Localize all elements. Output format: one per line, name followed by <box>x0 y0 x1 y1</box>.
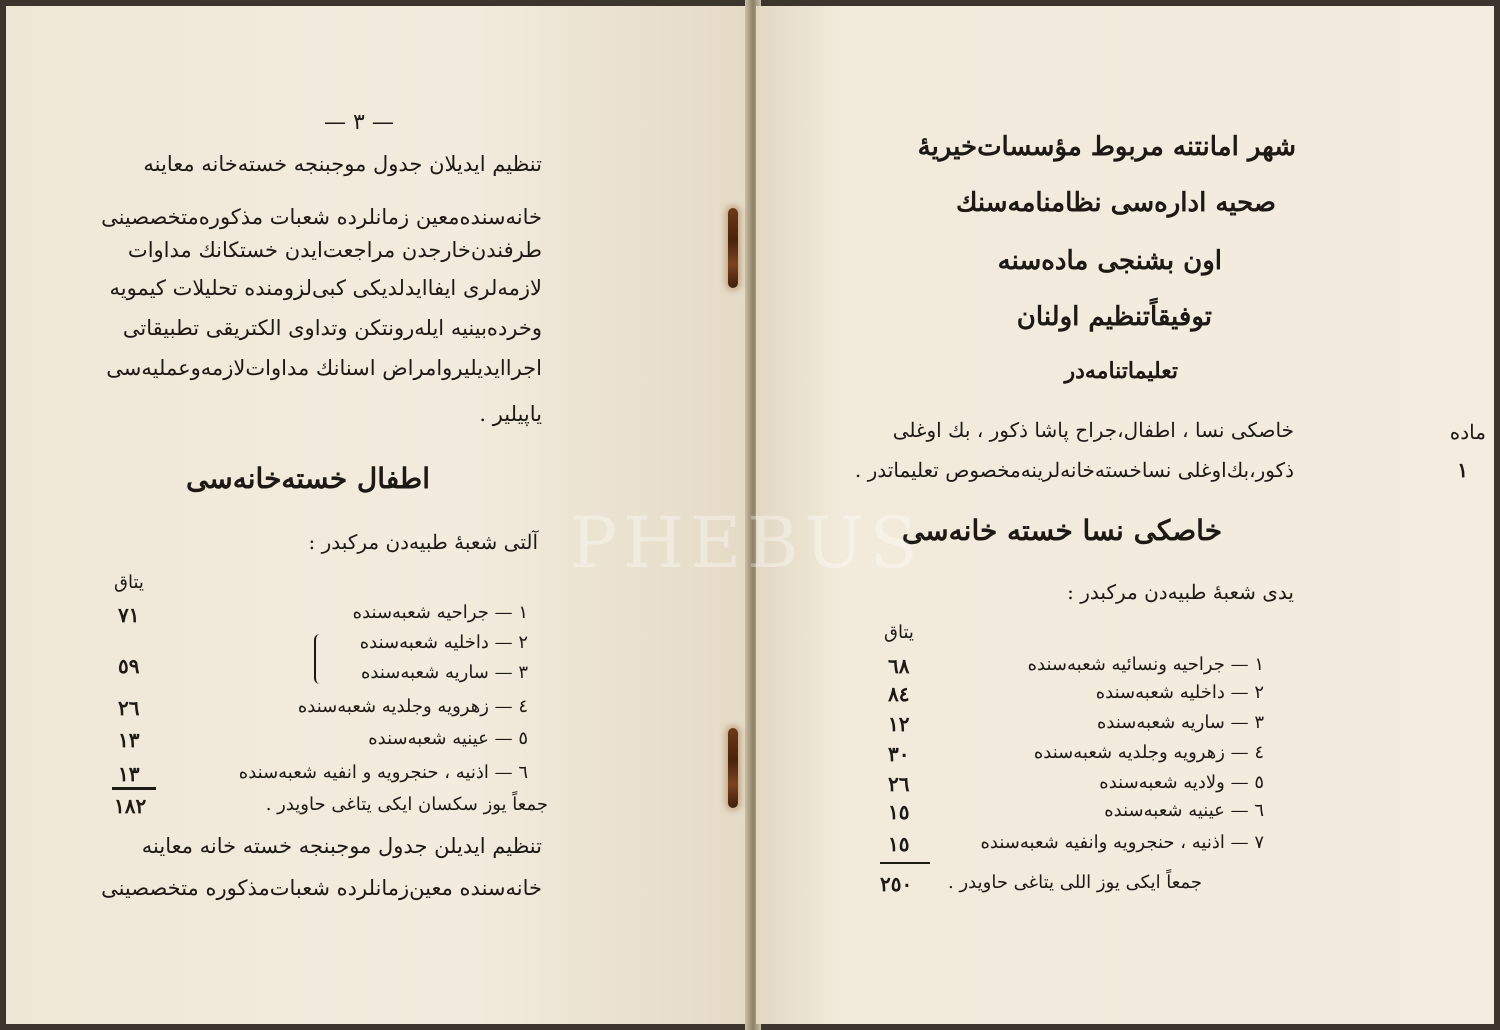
paragraph-line: وخرده‌بینیه ایله‌رونتکن وتداوی الکتریقی تطبیقاتی <box>122 316 542 340</box>
total-text: جمعاً ایکی یوز اللی یتاغی حاویدر . <box>948 872 1202 893</box>
table-row-label: ٤ — زهرویه وجلدیه شعبه‌سنده <box>1033 742 1264 763</box>
grouping-brace <box>314 634 322 684</box>
total-text: جمعاً یوز سکسان ایکی یتاغی حاویدر . <box>265 794 548 815</box>
article-line: خاصکی نسا ، اطفال،جراح پاشا ذکور ، بك اوغلی <box>892 418 1294 442</box>
table-row-value: ٨٤ <box>888 682 910 706</box>
paragraph-line: یاپیلیر . <box>479 402 542 426</box>
section-intro: یدی شعبهٔ طبیه‌دن مرکبدر : <box>1067 580 1294 604</box>
table-row-value: ٢٦ <box>888 772 910 796</box>
closing-line: خانه‌سنده معین‌زمانلرده شعبات‌مذکوره متخصصینی <box>101 876 542 900</box>
article-label: ماده <box>1449 420 1486 444</box>
table-row-value: ١٣ <box>118 728 140 752</box>
table-row-value: ١٥ <box>888 832 910 856</box>
article-line: ذکور،بك‌اوغلی نساخسته‌خانه‌لرینه‌مخصوص تعلیماتدر . <box>854 458 1294 482</box>
paragraph-line: طرفندن‌خارجدن مراجعت‌ایدن خستکانك مداوات <box>127 238 542 262</box>
table-row-label: ٦ — عینیه شعبه‌سنده <box>1104 800 1264 821</box>
paragraph-line: اجراایدیلیر‌وامراض اسنانك مداوات‌لازمه‌وعملیه‌سی <box>106 356 542 380</box>
table-row-label: ١ — جراحیه شعبه‌سنده <box>352 602 528 623</box>
table-row-label: ٤ — زهرویه وجلدیه شعبه‌سنده <box>297 696 528 717</box>
table-row-label: ٧ — اذنیه ، حنجرویه وانفیه شعبه‌سنده <box>980 832 1264 853</box>
title-line: تعلیماتنامه‌در <box>1064 358 1178 384</box>
column-header: یتاق <box>884 622 914 643</box>
total-value: ١٨٢ <box>114 794 147 818</box>
table-row-label: ٣ — ساریه شعبه‌سنده <box>361 662 528 683</box>
table-row-value: ٦٨ <box>888 654 910 678</box>
table-row-label: ١ — جراحیه ونسائیه شعبه‌سنده <box>1027 654 1264 675</box>
watermark: PHEBUS <box>570 502 924 584</box>
paragraph-line: لازمه‌لری ایفا‌ایدلدیکی کبی‌لزومنده تحلیلات کیمویه <box>109 276 542 300</box>
total-rule <box>112 787 156 790</box>
column-header: یتاق <box>114 572 144 593</box>
staple <box>728 728 738 808</box>
table-row-label: ٣ — ساریه شعبه‌سنده <box>1097 712 1264 733</box>
table-row-label: ٢ — داخلیه شعبه‌سنده <box>359 632 528 653</box>
article-number: ١ <box>1457 458 1468 482</box>
section-title: خاصکی نسا خسته خانه‌سی <box>901 514 1222 547</box>
section-title: اطفال خسته‌خانه‌سی <box>185 462 430 495</box>
section-intro: آلتی شعبهٔ طبیه‌دن مرکبدر : <box>308 530 538 554</box>
table-row-value: ٣٠ <box>888 742 910 766</box>
paragraph-line: تنظیم ایدیلان جدول موجبنجه خسته‌خانه معاینه <box>143 152 542 176</box>
staple <box>728 208 738 288</box>
table-row-label: ٥ — ولادیه شعبه‌سنده <box>1099 772 1264 793</box>
title-line: صحیه اداره‌سی نظامنامه‌سنك <box>956 188 1276 218</box>
table-row-label: ٢ — داخلیه شعبه‌سنده <box>1095 682 1264 703</box>
page-number: — ٣ — <box>324 110 394 135</box>
title-line: شهر امانتنه مربوط مؤسسات‌خیریهٔ <box>917 132 1296 162</box>
table-row-value: ١٣ <box>118 762 140 786</box>
title-line: توفیقاً‌تنظیم اولنان <box>1016 302 1212 332</box>
paragraph-line: خانه‌سنده‌معین زمانلرده شعبات مذکوره‌متخصصینی <box>101 205 542 229</box>
table-row-label: ٦ — اذنیه ، حنجرویه و انفیه شعبه‌سنده <box>238 762 528 783</box>
total-value: ٢٥٠ <box>880 872 913 896</box>
table-row-value: ١٢ <box>888 712 910 736</box>
table-row-value: ٧١ <box>118 603 140 627</box>
total-rule <box>880 862 930 864</box>
closing-line: تنظیم ایدیلن جدول موجبنجه خسته خانه معاینه <box>141 834 542 858</box>
table-row-value: ١٥ <box>888 800 910 824</box>
title-line: اون بشنجی ماده‌سنه <box>997 246 1222 276</box>
table-row-value: ٢٦ <box>118 696 140 720</box>
table-row-value: ٥٩ <box>118 654 140 678</box>
table-row-label: ٥ — عینیه شعبه‌سنده <box>368 728 528 749</box>
